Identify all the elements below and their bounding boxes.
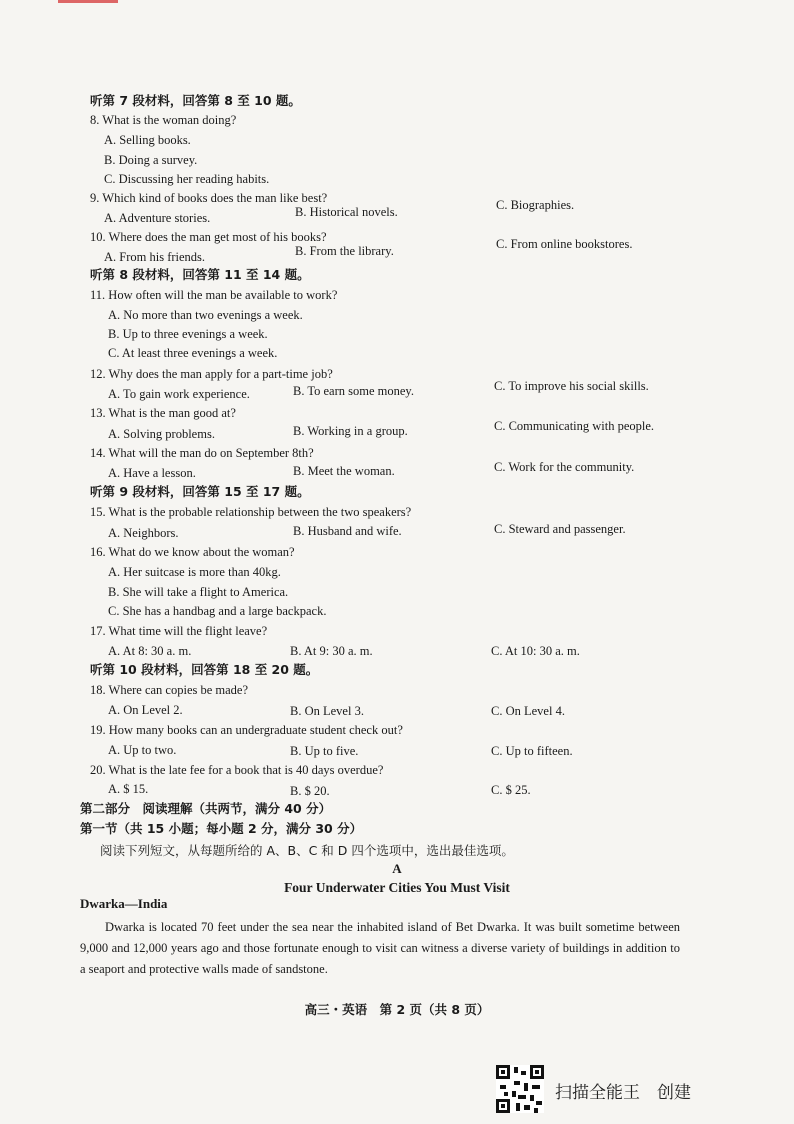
scanner-watermark: 扫描全能王 创建 [555, 1083, 691, 1103]
q11-option-a: A. No more than two evenings a week. [108, 308, 303, 322]
question-16: 16. What do we know about the woman? [90, 545, 295, 559]
q16-option-b: B. She will take a flight to America. [108, 585, 289, 599]
q8-option-a: A. Selling books. [104, 133, 191, 147]
q19-option-b: B. Up to five. [290, 744, 359, 758]
q8-option-b: B. Doing a survey. [104, 153, 198, 167]
qr-code-icon [496, 1065, 544, 1113]
passage-title: Four Underwater Cities You Must Visit [284, 880, 510, 895]
q18-option-b: B. On Level 3. [290, 704, 364, 718]
question-11: 11. How often will the man be available to work? [90, 288, 338, 302]
q18-option-c: C. On Level 4. [491, 704, 565, 718]
q12-option-a: A. To gain work experience. [108, 387, 250, 401]
question-17: 17. What time will the flight leave? [90, 624, 268, 638]
q11-option-b: B. Up to three evenings a week. [108, 327, 268, 341]
q9-option-b: B. Historical novels. [295, 205, 398, 219]
q13-option-c: C. Communicating with people. [494, 419, 655, 433]
q15-option-c: C. Steward and passenger. [494, 522, 626, 536]
q12-option-b: B. To earn some money. [293, 384, 414, 398]
q17-option-b: B. At 9: 30 a. m. [290, 644, 373, 658]
question-9: 9. Which kind of books does the man like best? [90, 191, 328, 205]
q17-option-c: C. At 10: 30 a. m. [491, 644, 580, 658]
question-12: 12. Why does the man apply for a part-time job? [90, 367, 333, 381]
question-14: 14. What will the man do on September 8th? [90, 446, 314, 460]
q11-option-c: C. At least three evenings a week. [108, 346, 278, 360]
section-9-header: 听第 9 段材料，回答第 15 至 17 题。 [90, 484, 310, 499]
passage-letter: A [392, 861, 402, 876]
q16-option-c: C. She has a handbag and a large backpack. [108, 604, 327, 618]
question-8: 8. What is the woman doing? [90, 113, 237, 127]
q9-option-a: A. Adventure stories. [104, 211, 211, 225]
q20-option-a: A. $ 15. [108, 782, 149, 796]
q14-option-b: B. Meet the woman. [293, 464, 395, 478]
q14-option-a: A. Have a lesson. [108, 466, 196, 480]
q10-option-a: A. From his friends. [104, 250, 206, 264]
reading-instruction: 阅读下列短文，从每题所给的 A、B、C 和 D 四个选项中，选出最佳选项。 [100, 843, 514, 858]
question-20: 20. What is the late fee for a book that is 40 days overdue? [90, 763, 384, 777]
q13-option-a: A. Solving problems. [108, 427, 215, 441]
q10-option-c: C. From online bookstores. [496, 237, 633, 251]
q15-option-a: A. Neighbors. [108, 526, 179, 540]
q14-option-c: C. Work for the community. [494, 460, 635, 474]
part-2-heading: 第二部分 阅读理解（共两节，满分 40 分） [80, 801, 332, 816]
section-10-header: 听第 10 段材料，回答第 18 至 20 题。 [90, 662, 319, 677]
q9-option-c: C. Biographies. [496, 198, 575, 212]
question-15: 15. What is the probable relationship between the two speakers? [90, 505, 412, 519]
question-10: 10. Where does the man get most of his books? [90, 230, 327, 244]
q18-option-a: A. On Level 2. [108, 703, 183, 717]
section-1-heading: 第一节（共 15 小题；每小题 2 分，满分 30 分） [80, 821, 363, 836]
q17-option-a: A. At 8: 30 a. m. [108, 644, 192, 658]
passage-subheading: Dwarka—India [80, 896, 168, 911]
q19-option-c: C. Up to fifteen. [491, 744, 573, 758]
q12-option-c: C. To improve his social skills. [494, 379, 649, 393]
section-7-header: 听第 7 段材料，回答第 8 至 10 题。 [90, 93, 301, 108]
passage-paragraph: Dwarka is located 70 feet under the sea near the inhabited island of Bet Dwarka. It was built sometime between 9,000 and 12,000 years ago and those fortunate enough to visit can witness a diverse variety of buildings in addition to a seaport and protective walls made of sandstone. [80, 920, 680, 976]
q19-option-a: A. Up to two. [108, 743, 177, 757]
q8-option-c: C. Discussing her reading habits. [104, 172, 270, 186]
top-color-mark [58, 0, 118, 3]
question-13: 13. What is the man good at? [90, 406, 236, 420]
section-8-header: 听第 8 段材料，回答第 11 至 14 题。 [90, 267, 310, 282]
q13-option-b: B. Working in a group. [293, 424, 408, 438]
q15-option-b: B. Husband and wife. [293, 524, 402, 538]
page-footer: 高三・英语 第 2 页（共 8 页） [304, 1002, 490, 1017]
q20-option-b: B. $ 20. [290, 784, 330, 798]
question-19: 19. How many books can an undergraduate student check out? [90, 723, 403, 737]
q20-option-c: C. $ 25. [491, 783, 531, 797]
q16-option-a: A. Her suitcase is more than 40kg. [108, 565, 281, 579]
question-18: 18. Where can copies be made? [90, 683, 249, 697]
q10-option-b: B. From the library. [295, 244, 394, 258]
